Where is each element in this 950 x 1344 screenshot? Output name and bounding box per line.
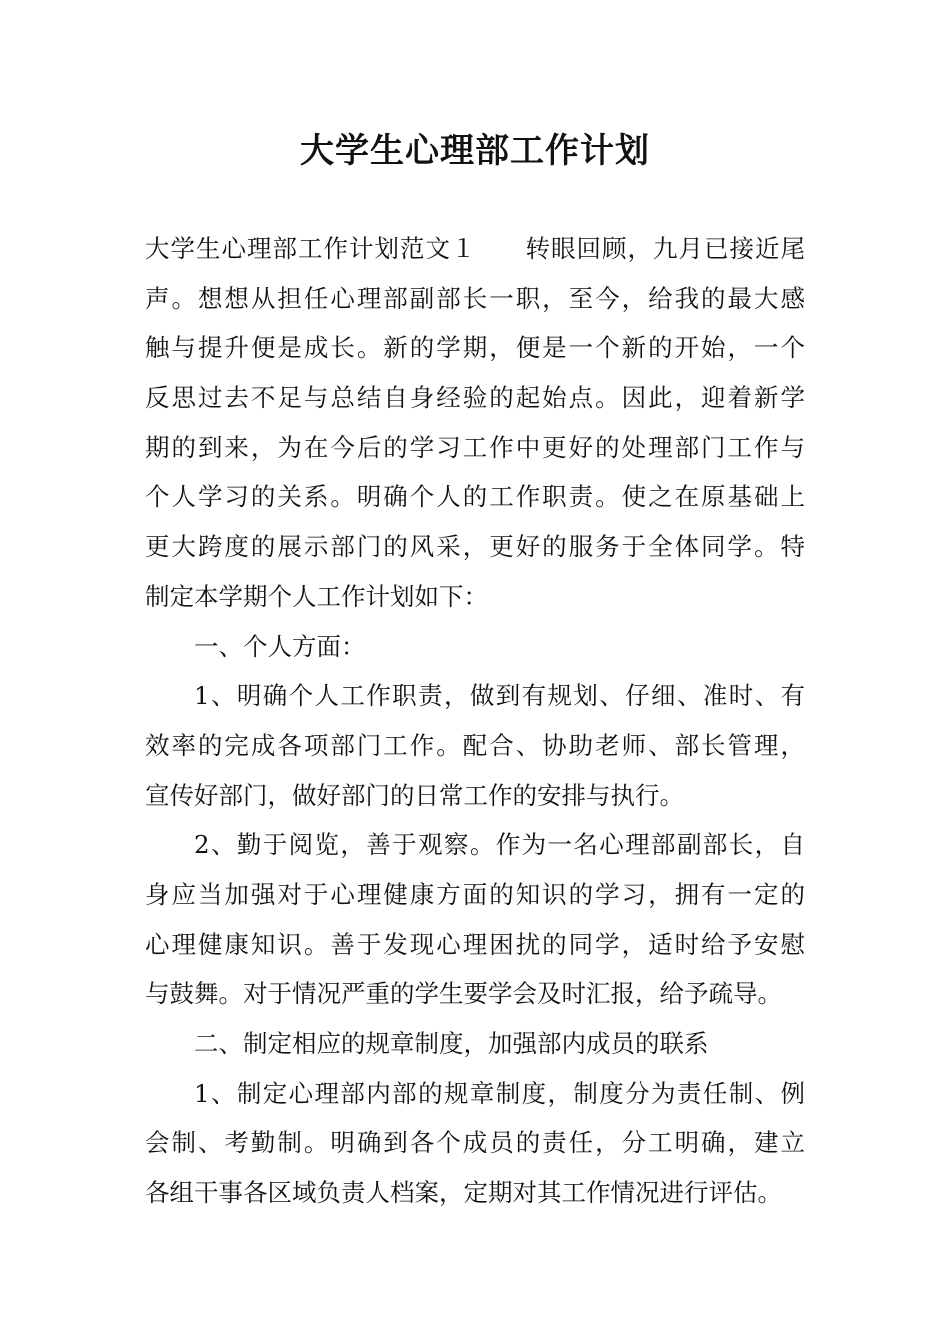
paragraph-line: 身应当加强对于心理健康方面的知识的学习，拥有一定的 [145, 879, 805, 909]
intro-line: 更大跨度的展示部门的风采，更好的服务于全体同学。特 [145, 532, 805, 562]
intro-first-line [145, 224, 805, 274]
paragraph-line: 各组干事各区域负责人档案，定期对其工作情况进行评估。 [145, 1178, 782, 1208]
intro-label: 大学生心理部工作计划范文１ [145, 234, 477, 263]
paragraph-line: 1、制定心理部内部的规章制度，制度分为责任制、例 [194, 1078, 805, 1108]
document-title: 大学生心理部工作计划 [300, 131, 650, 171]
intro-line: 触与提升便是成长。新的学期，便是一个新的开始，一个 [145, 333, 805, 363]
section-heading: 二、制定相应的规章制度，加强部内成员的联系 [194, 1029, 709, 1058]
intro-line: 个人学习的关系。明确个人的工作职责。使之在原基础上 [145, 482, 805, 512]
intro-line: 制定本学期个人工作计划如下： [145, 581, 488, 611]
paragraph-line: 效率的完成各项部门工作。配合、协助老师、部长管理， [145, 730, 805, 760]
intro-line: 声。想想从担任心理部副部长一职，至今，给我的最大感 [145, 283, 805, 313]
paragraph-line: 宣传好部门，做好部门的日常工作的安排与执行。 [145, 780, 684, 810]
paragraph-line: 1、明确个人工作职责，做到有规划、仔细、准时、有 [194, 681, 805, 711]
intro-line: 期的到来，为在今后的学习工作中更好的处理部门工作与 [145, 432, 805, 462]
paragraph-line: 与鼓舞。对于情况严重的学生要学会及时汇报，给予疏导。 [145, 979, 782, 1009]
section-heading: 一、个人方面： [194, 631, 366, 661]
paragraph-line: 会制、考勤制。明确到各个成员的责任，分工明确，建立 [145, 1128, 805, 1158]
paragraph-line: 2、勤于阅览，善于观察。作为一名心理部副部长，自 [194, 830, 805, 860]
paragraph-line: 心理健康知识。善于发现心理困扰的同学，适时给予安慰 [145, 929, 805, 959]
document-body [145, 224, 805, 1218]
intro-line: 转眼回顾，九月已接近尾 [524, 234, 805, 263]
intro-line: 反思过去不足与总结自身经验的起始点。因此，迎着新学 [145, 383, 805, 413]
